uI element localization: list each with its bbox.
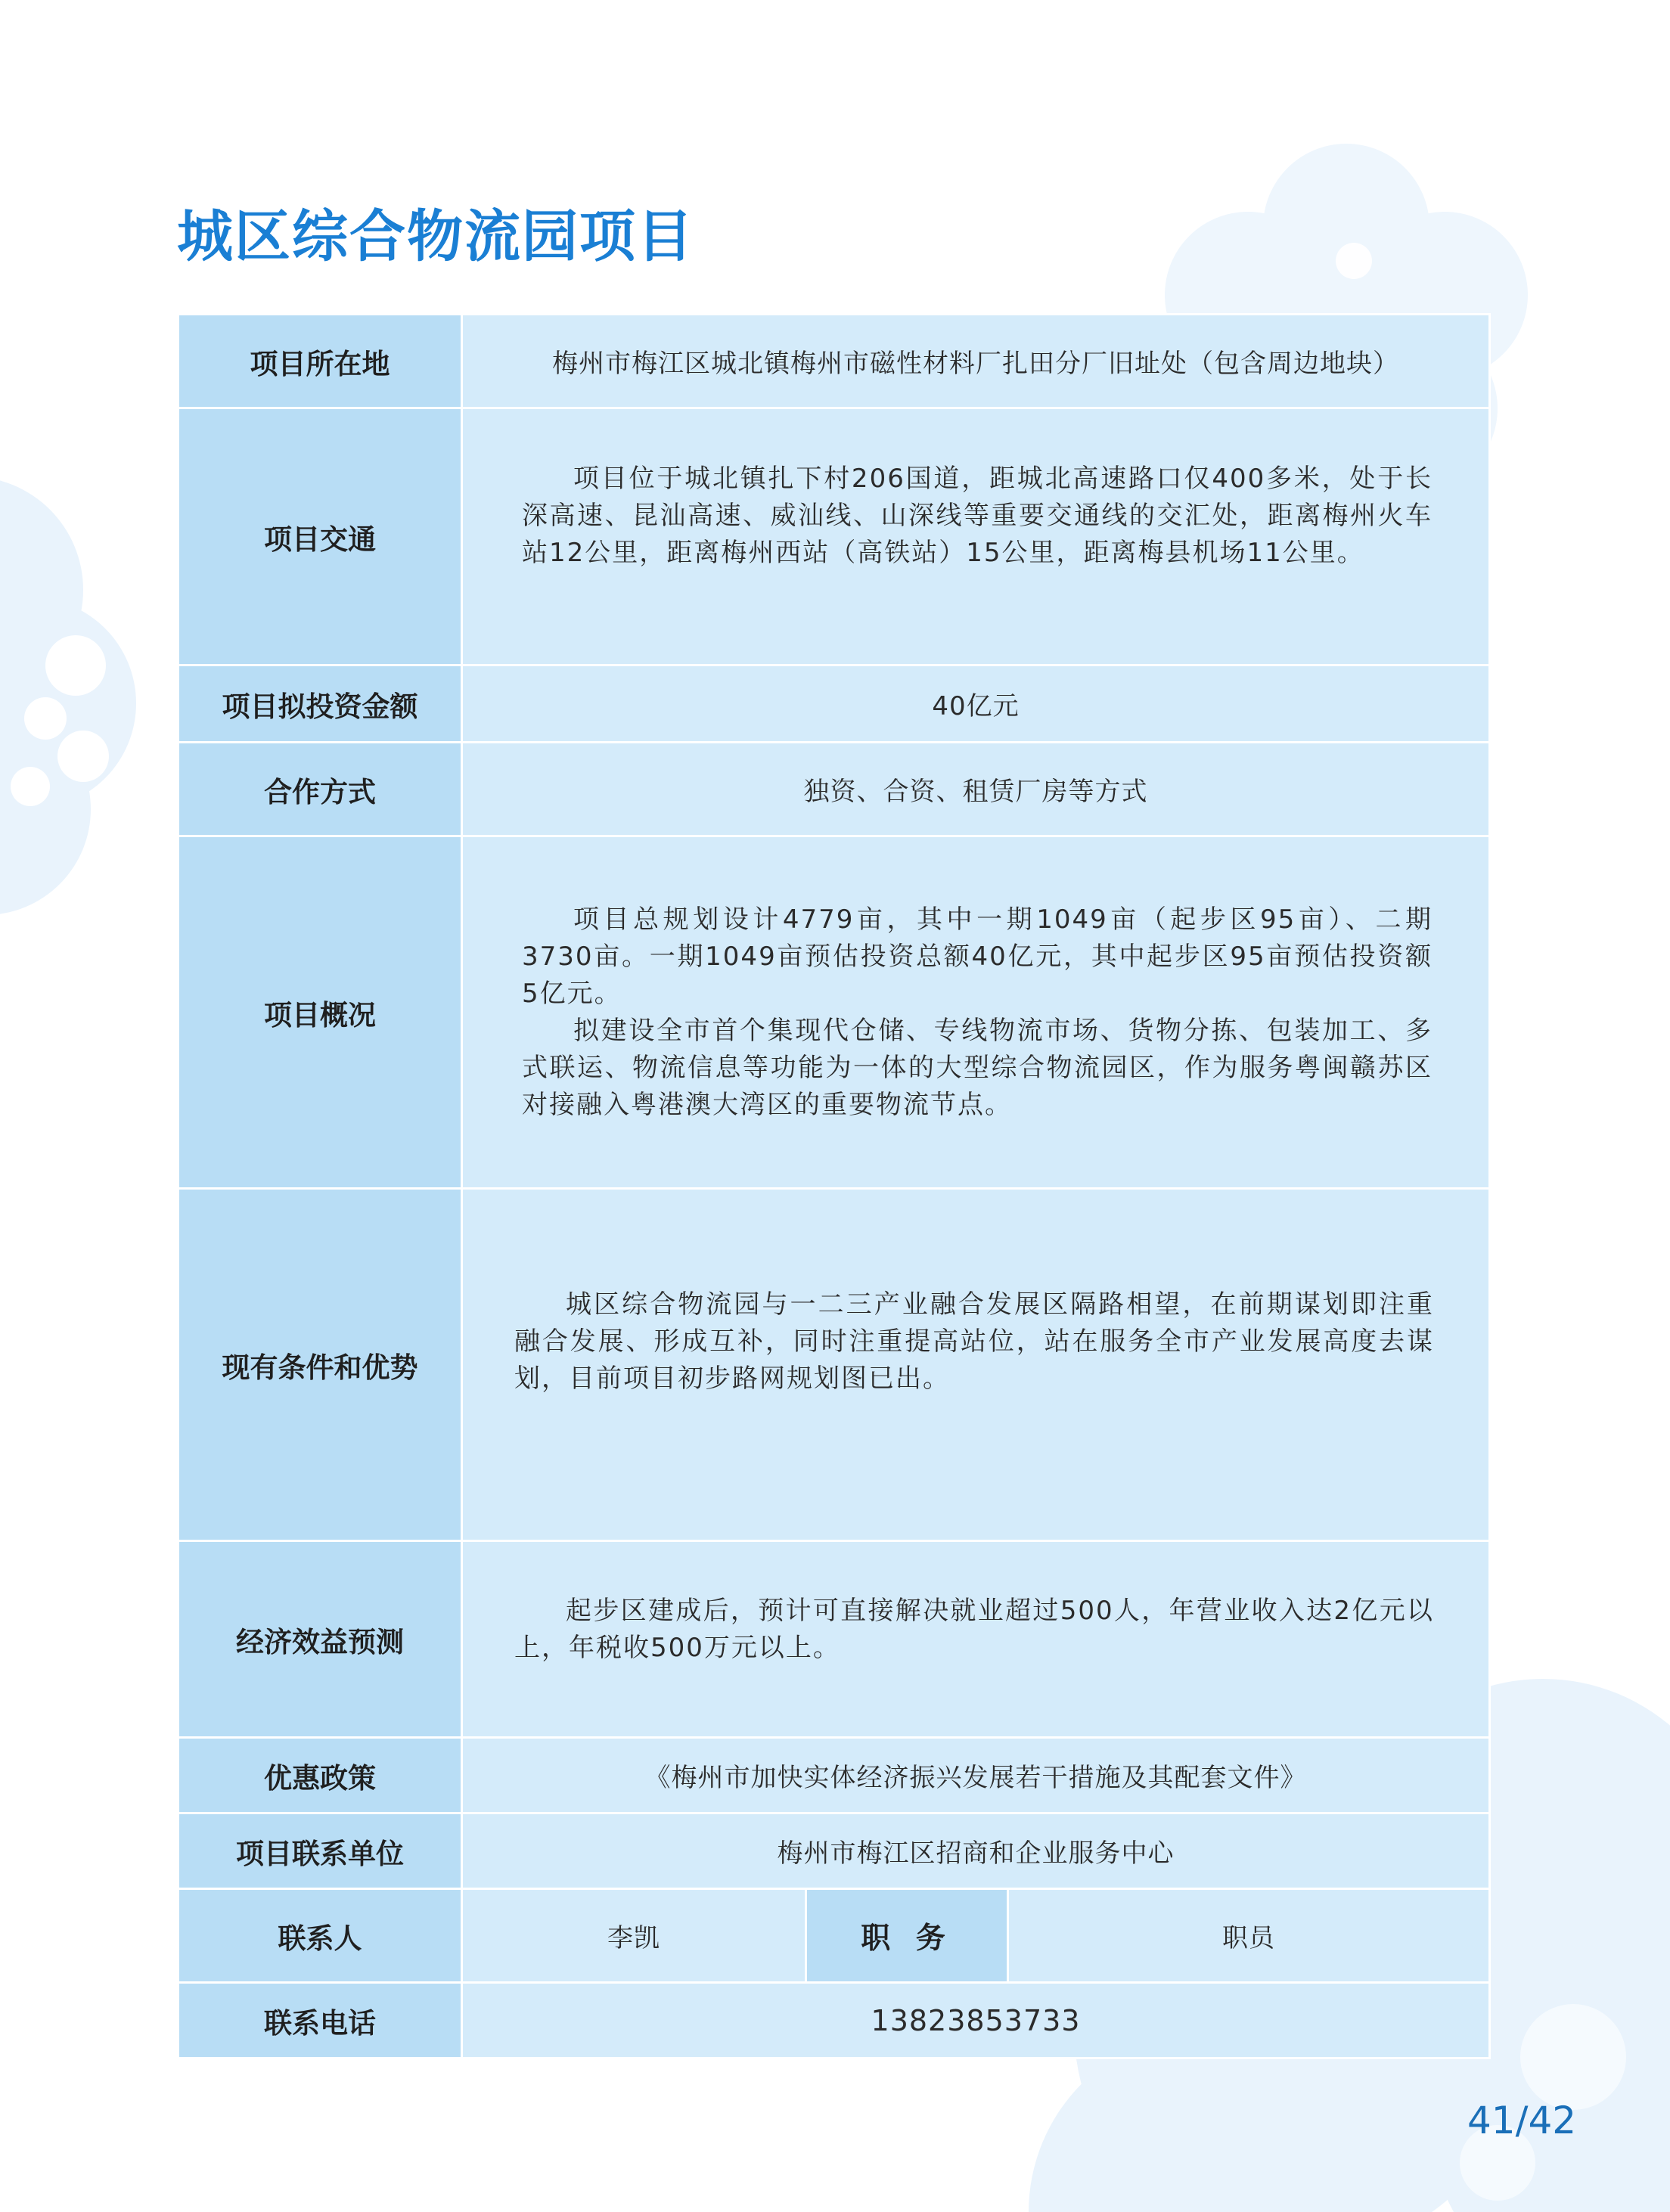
- row-contact: [178, 1889, 1490, 1983]
- location-label: 项目所在地: [178, 315, 462, 408]
- investment-label: 项目拟投资金额: [178, 665, 462, 743]
- contact-label: 联系人: [178, 1889, 462, 1983]
- row-investment: [178, 665, 1490, 743]
- policy-value: 《梅州市加快实体经济振兴发展若干措施及其配套文件》: [462, 1738, 1490, 1813]
- page-title: 城区综合物流园项目: [177, 204, 694, 269]
- row-unit: [178, 1813, 1490, 1889]
- unit-label: 项目联系单位: [178, 1813, 462, 1889]
- row-advantages: [178, 1189, 1490, 1541]
- row-cooperation: [178, 743, 1490, 836]
- benefits-text: 起步区建成后，预计可直接解决就业超过500人，年营业收入达2亿元以上，年税收500万元以上。: [514, 1595, 1435, 1663]
- row-traffic: [178, 408, 1490, 665]
- overview-paragraph-1: 项目总规划设计4779亩，其中一期1049亩（起步区95亩）、二期3730亩。一期1049亩预估投资总额40亿元，其中起步区95亩预估投资额5亿元。: [522, 904, 1433, 1009]
- contact-value: 李凯: [462, 1889, 806, 1983]
- cooperation-value: 独资、合资、租赁厂房等方式: [462, 743, 1490, 836]
- traffic-text: 项目位于城北镇扎下村206国道，距城北高速路口仅400多米，处于长深高速、昆汕高速、威汕线、山深线等重要交通线的交汇处，距离梅州火车站12公里，距离梅州西站（高铁站）15公里，距离梅县机场11公里。: [522, 464, 1433, 568]
- advantages-text: 城区综合物流园与一二三产业融合发展区隔路相望，在前期谋划即注重融合发展、形成互补，同时注重提高站位，站在服务全市产业发展高度去谋划，目前项目初步路网规划图已出。: [514, 1289, 1435, 1394]
- unit-value: 梅州市梅江区招商和企业服务中心: [462, 1813, 1490, 1889]
- location-value: 梅州市梅江区城北镇梅州市磁性材料厂扎田分厂旧址处（包含周边地块）: [462, 315, 1490, 408]
- benefits-cell: [462, 1541, 1490, 1738]
- traffic-label: 项目交通: [178, 408, 462, 665]
- project-info-table: [177, 313, 1491, 2059]
- row-benefits: [178, 1541, 1490, 1738]
- traffic-cell: [462, 408, 1490, 665]
- benefits-label: 经济效益预测: [178, 1541, 462, 1738]
- overview-paragraph-2: 拟建设全市首个集现代仓储、专线物流市场、货物分拣、包装加工、多式联运、物流信息等功能为一体的大型综合物流园区，作为服务粤闽赣苏区对接融入粤港澳大湾区的重要物流节点。: [522, 1016, 1433, 1120]
- policy-label: 优惠政策: [178, 1738, 462, 1813]
- phone-label: 联系电话: [178, 1983, 462, 2058]
- phone-value: 13823853733: [462, 1983, 1490, 2058]
- position-value: 职员: [1008, 1889, 1490, 1983]
- row-overview: [178, 836, 1490, 1189]
- row-policy: [178, 1738, 1490, 1813]
- row-location: [178, 315, 1490, 408]
- overview-cell: [462, 836, 1490, 1189]
- page-number: 41/42: [1467, 2099, 1577, 2142]
- cooperation-label: 合作方式: [178, 743, 462, 836]
- investment-value: 40亿元: [462, 665, 1490, 743]
- position-label: 职 务: [806, 1889, 1008, 1983]
- row-phone: [178, 1983, 1490, 2058]
- advantages-label: 现有条件和优势: [178, 1189, 462, 1541]
- overview-label: 项目概况: [178, 836, 462, 1189]
- advantages-cell: [462, 1189, 1490, 1541]
